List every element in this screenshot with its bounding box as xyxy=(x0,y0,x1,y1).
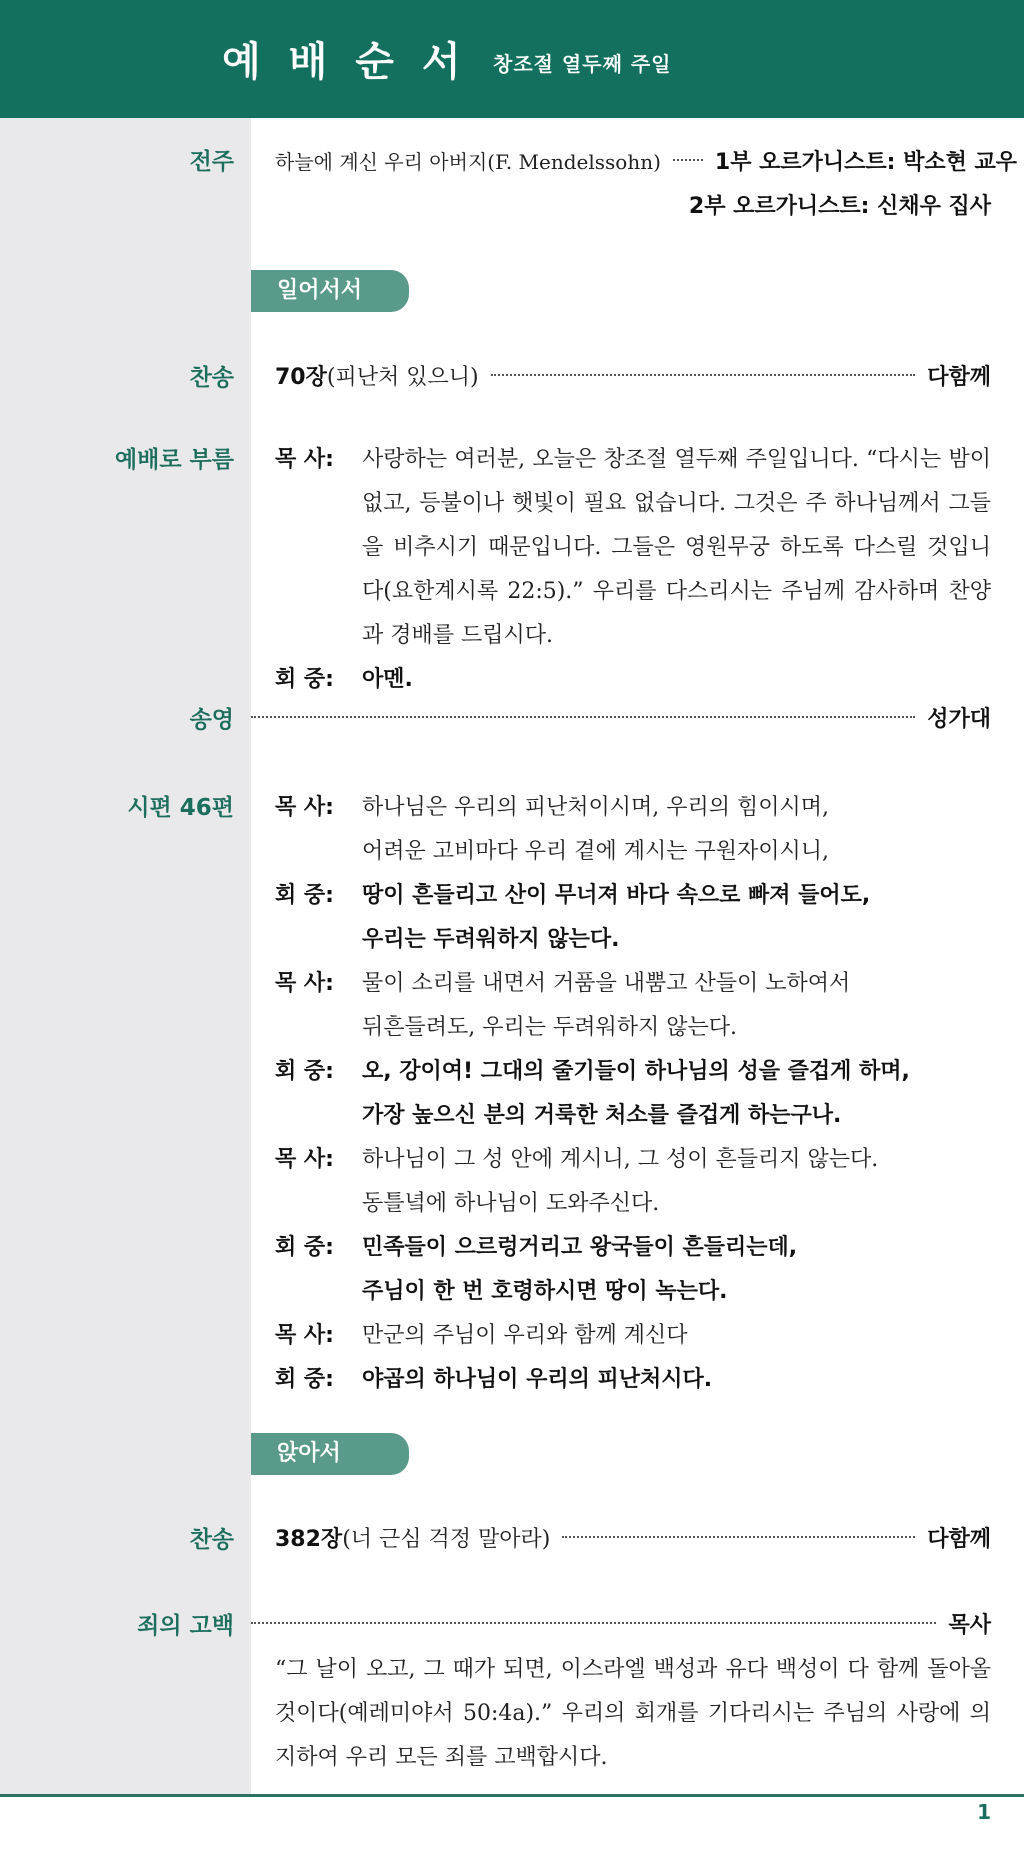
prelude-piece: 하늘에 계신 우리 아버지(F. Mendelssohn) xyxy=(275,150,661,174)
header-banner xyxy=(0,0,1024,118)
organist-1: 1부 오르가니스트: 박소현 교우 xyxy=(714,150,1018,175)
leader-dots xyxy=(673,159,703,161)
hymn-label: 찬송 xyxy=(189,365,234,391)
psalm-line: 뒤흔들려도, 우리는 두려워하지 않는다. xyxy=(362,1015,737,1040)
hymn-performer: 다함께 xyxy=(927,1527,991,1552)
hymn-title: (너 근심 걱정 말아라) xyxy=(342,1527,551,1552)
speaker: 회 중: xyxy=(275,1235,334,1260)
psalm-label: 시편 46편 xyxy=(127,795,234,821)
call-response: 아멘. xyxy=(362,667,413,692)
speaker: 회 중: xyxy=(275,883,334,908)
leader-dots xyxy=(251,1622,936,1624)
psalm-line: 만군의 주님이 우리와 함께 계신다 xyxy=(362,1323,688,1348)
psalm-line: 어려운 고비마다 우리 곁에 계시는 구원자이시니, xyxy=(362,839,830,864)
call-label: 예배로 부름 xyxy=(114,447,234,473)
speaker: 목 사: xyxy=(275,1147,334,1172)
page-subtitle: 창조절 열두째 주일 xyxy=(493,52,672,76)
psalm-content xyxy=(275,786,991,1402)
leader-dots xyxy=(491,374,916,376)
psalm-line: 하나님이 그 성 안에 계시니, 그 성이 흔들리지 않는다. xyxy=(362,1147,879,1172)
confession-label: 죄의 고백 xyxy=(137,1613,234,1639)
hymn-content xyxy=(275,356,991,400)
speaker: 목 사: xyxy=(275,795,334,820)
doxology-label: 송영 xyxy=(189,707,234,733)
hymn-number: 70장 xyxy=(275,365,327,390)
psalm-line: 야곱의 하나님이 우리의 피난처시다. xyxy=(362,1367,713,1392)
confession-leader: 목사 xyxy=(948,1613,991,1638)
doxology-performer: 성가대 xyxy=(927,707,991,732)
footer-rule xyxy=(0,1794,1024,1797)
speaker-congregation: 회 중: xyxy=(275,667,334,692)
hymn-label: 찬송 xyxy=(189,1527,234,1553)
hymn-performer: 다함께 xyxy=(927,365,991,390)
hymn-content xyxy=(275,1518,991,1562)
psalm-line: 땅이 흔들리고 산이 무너져 바다 속으로 빠져 들어도, xyxy=(362,883,871,908)
psalm-line: 민족들이 으르렁거리고 왕국들이 흔들리는데, xyxy=(362,1235,798,1260)
speaker: 회 중: xyxy=(275,1367,334,1392)
call-content xyxy=(275,438,991,702)
organist-2: 2부 오르가니스트: 신채우 집사 xyxy=(688,194,991,219)
speaker: 목 사: xyxy=(275,1323,334,1348)
prelude-label: 전주 xyxy=(189,149,234,175)
call-text: 사랑하는 여러분, 오늘은 창조절 열두째 주일입니다. “다시는 밤이 없고, 등불이나 햇빛이 필요 없습니다. 그것은 주 하나님께서 그들을 비추시기 때문입니다. 그들은 영원무궁 하도록 다스릴 것입니다(요한계시록 22:5).” 우리를 다스리시는 주님께 감사하며 찬양과 경배를 드립시다. xyxy=(362,447,991,648)
psalm-line: 물이 소리를 내면서 거품을 내뿜고 산들이 노하여서 xyxy=(362,971,851,996)
speaker-pastor: 목 사: xyxy=(275,447,334,472)
speaker: 목 사: xyxy=(275,971,334,996)
page-title: 예배순서 xyxy=(222,39,489,85)
confession-text: “그 날이 오고, 그 때가 되면, 이스라엘 백성과 유다 백성이 다 함께 돌아올 것이다(예레미야서 50:4a).” 우리의 회개를 기다리시는 주님의 사랑에 의지하여 우리 모든 죄를 고백합시다. xyxy=(275,1657,991,1770)
hymn-title: (피난처 있으니) xyxy=(326,365,479,390)
leader-dots xyxy=(251,716,915,718)
psalm-line: 우리는 두려워하지 않는다. xyxy=(362,927,620,952)
psalm-line: 동틀녘에 하나님이 도와주신다. xyxy=(362,1191,660,1216)
hymn-number: 382장 xyxy=(275,1527,343,1552)
confession-content xyxy=(251,1604,991,1780)
stand-badge: 일어서서 xyxy=(251,270,409,312)
psalm-line: 가장 높으신 분의 거룩한 처소를 즐겁게 하는구나. xyxy=(362,1103,842,1128)
prelude-content xyxy=(275,140,1018,229)
sit-badge: 앉아서 xyxy=(251,1433,409,1475)
psalm-line: 하나님은 우리의 피난처이시며, 우리의 힘이시며, xyxy=(362,795,830,820)
speaker: 회 중: xyxy=(275,1059,334,1084)
psalm-line: 주님이 한 번 호령하시면 땅이 녹는다. xyxy=(362,1279,728,1304)
leader-dots xyxy=(562,1536,915,1538)
page-number: 1 xyxy=(977,1800,991,1824)
doxology-content xyxy=(251,698,991,742)
psalm-line: 오, 강이여! 그대의 줄기들이 하나님의 성을 즐겁게 하며, xyxy=(362,1059,910,1084)
